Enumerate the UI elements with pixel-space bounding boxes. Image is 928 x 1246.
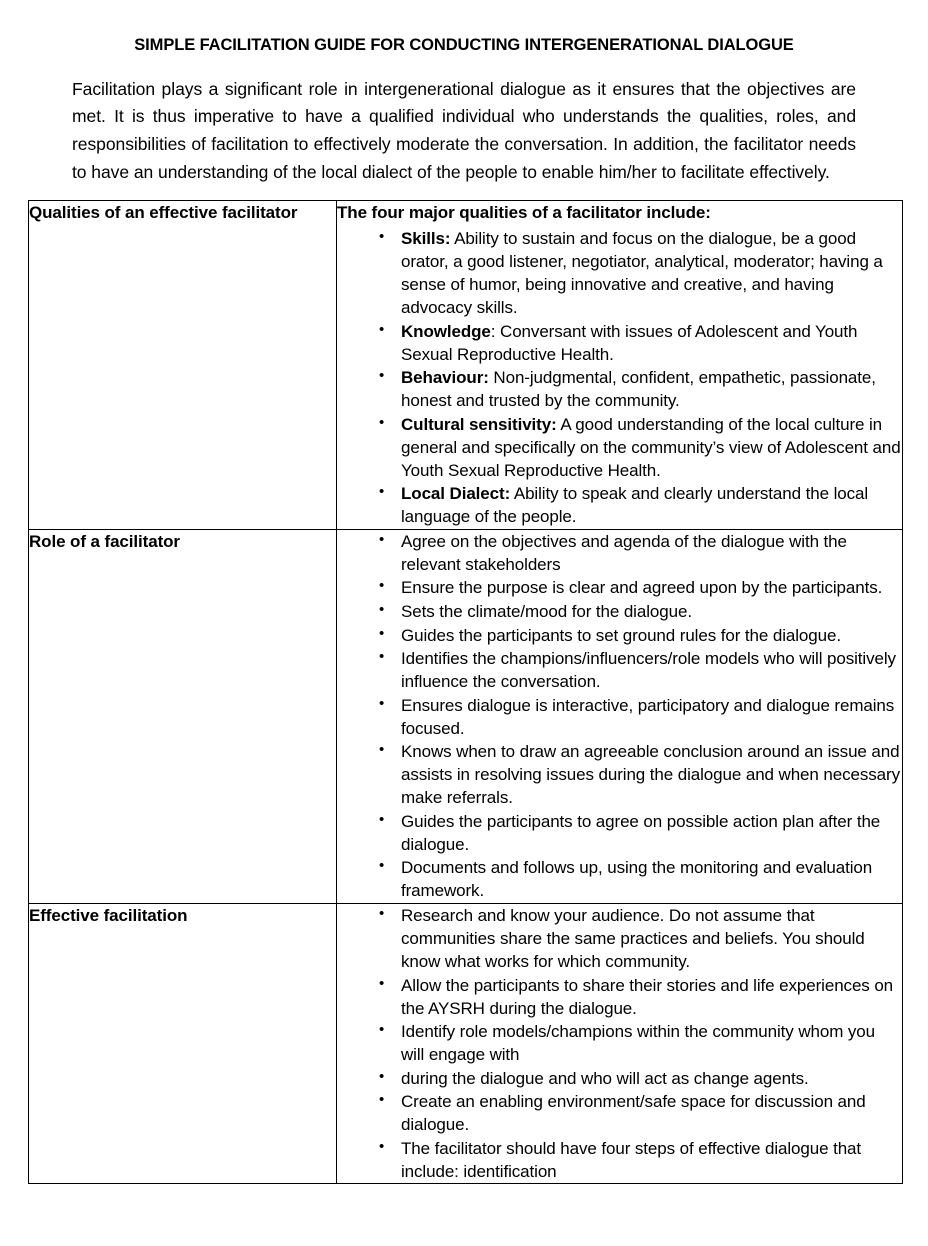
- list-item: [337, 1137, 902, 1183]
- bullet-text: : Conversant with issues of Adolescent and Youth Sexual Reproductive Health.: [401, 321, 858, 364]
- row-label-qualities: Qualities of an effective facilitator: [29, 203, 298, 223]
- bullet-text: Create an enabling environment/safe space for discussion and dialogue.: [401, 1092, 866, 1135]
- bullet-term: Knowledge: [401, 321, 491, 341]
- bullet-text: Documents and follows up, using the monitoring and evaluation framework.: [401, 858, 873, 901]
- table-row: [29, 529, 903, 903]
- bullet-term: Skills:: [401, 229, 451, 248]
- list-item: [337, 600, 902, 623]
- bullet-text: Guides the participants to agree on possible action plan after the dialogue.: [401, 811, 881, 854]
- table-body: [29, 201, 903, 1184]
- guide-table-wrapper: [0, 186, 928, 1184]
- bullet-list: [337, 904, 902, 1183]
- bullet-text: Agree on the objectives and agenda of the dialogue with the relevant stakeholders: [401, 531, 847, 574]
- row-content-cell: [337, 201, 903, 530]
- bullet-text: Identifies the champions/influencers/role models who will positively influence the conversation.: [401, 649, 896, 692]
- bullet-text: Guides the participants to set ground rules for the dialogue.: [401, 625, 841, 645]
- list-item: [337, 974, 902, 1020]
- list-item: [337, 366, 902, 412]
- facilitation-guide-table: [28, 200, 903, 1184]
- bullet-list: [337, 530, 902, 903]
- list-item: [337, 227, 902, 319]
- list-item: [337, 413, 902, 482]
- bullet-list: [337, 227, 902, 528]
- list-item: [337, 856, 902, 902]
- bullet-text: Identify role models/champions within the community whom you will engage with: [401, 1022, 875, 1065]
- lead-in-text: The four major qualities of a facilitator include:: [337, 203, 711, 223]
- row-label-cell: [29, 201, 337, 530]
- bullet-text: Ability to sustain and focus on the dialogue, be a good orator, a good listener, negotiator, analytical, moderator; having a sense of humor, being innovative and creative, and having advocacy skills.: [401, 229, 883, 318]
- bullet-term: Cultural sensitivity:: [401, 414, 557, 434]
- row-content-cell: [337, 903, 903, 1183]
- row-content-cell: [337, 529, 903, 903]
- list-item: [337, 904, 902, 973]
- row-label-cell: [29, 529, 337, 903]
- list-item: [337, 320, 902, 366]
- list-item: [337, 740, 902, 809]
- bullet-text: Ability to speak and clearly understand the local language of the people.: [401, 484, 869, 527]
- bullet-text: Sets the climate/mood for the dialogue.: [401, 602, 692, 621]
- bullet-term: Behaviour:: [401, 368, 489, 388]
- bullet-text: Ensure the purpose is clear and agreed upon by the participants.: [401, 578, 883, 598]
- row-label-role: Role of a facilitator: [29, 531, 180, 551]
- table-row: [29, 903, 903, 1183]
- list-item: [337, 1090, 902, 1136]
- intro-paragraph: Facilitation plays a significant role in intergenerational dialogue as it ensures that the objectives are met. It is thus imperative to have a qualified individual who understands the qualities, roles, and responsibilities of facilitation to effectively moderate the conversation. In addition, the facilitator needs to have an understanding of the local dialect of the people to enable him/her to facilitate effectively.: [72, 78, 856, 182]
- bullet-text: Ensures dialogue is interactive, participatory and dialogue remains focused.: [401, 695, 895, 738]
- list-item: [337, 810, 902, 856]
- table-row: [29, 201, 903, 530]
- bullet-text: Knows when to draw an agreeable conclusion around an issue and assists in resolving issues during the dialogue and when necessary make referrals.: [401, 742, 900, 808]
- list-item: [337, 482, 902, 528]
- bullet-text: A good understanding of the local culture in general and specifically on the community’s view of Adolescent and Youth Sexual Reproductive Health.: [401, 414, 901, 480]
- row-label-cell: [29, 903, 337, 1183]
- bullet-text: The facilitator should have four steps of effective dialogue that include: identification: [401, 1138, 862, 1181]
- bullet-text: during the dialogue and who will act as change agents.: [401, 1068, 809, 1088]
- bullet-text: Research and know your audience. Do not assume that communities share the same practices and beliefs. You should know what works for which community.: [401, 905, 865, 971]
- list-item: [337, 1020, 902, 1066]
- list-item: [337, 576, 902, 599]
- list-item: [337, 647, 902, 693]
- list-item: [337, 694, 902, 740]
- bullet-text: Allow the participants to share their stories and life experiences on the AYSRH during the dialogue.: [401, 975, 894, 1018]
- list-item: [337, 624, 902, 647]
- bullet-text: Non-judgmental, confident, empathetic, passionate, honest and trusted by the community.: [401, 368, 876, 411]
- row-label-effective: Effective facilitation: [29, 905, 188, 925]
- page-title: SIMPLE FACILITATION GUIDE FOR CONDUCTING INTERGENERATIONAL DIALOGUE: [134, 36, 794, 54]
- list-item: [337, 530, 902, 576]
- list-item: [337, 1067, 902, 1090]
- bullet-term: Local Dialect:: [401, 484, 511, 504]
